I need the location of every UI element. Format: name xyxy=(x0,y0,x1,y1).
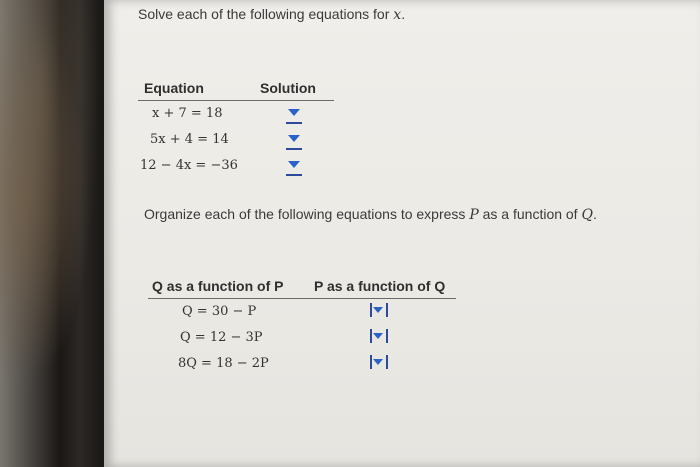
table-row xyxy=(148,299,456,325)
solution-header: Solution xyxy=(260,80,316,96)
section2-instruction xyxy=(144,206,597,223)
section2-instruction-var1: P xyxy=(469,207,479,223)
equation-cell: Q = 30 − P xyxy=(182,304,257,319)
section2-instruction-mid: as a function of xyxy=(482,206,578,222)
section2-instruction-end: . xyxy=(592,206,597,222)
p-of-q-dropdown[interactable] xyxy=(370,355,388,369)
section1-instruction-var: x xyxy=(393,7,402,23)
question-screen xyxy=(104,0,700,467)
express-table-header xyxy=(148,276,456,299)
p-of-q-dropdown[interactable] xyxy=(370,303,388,317)
equation-header: Equation xyxy=(144,80,204,96)
solution-dropdown[interactable] xyxy=(286,131,302,150)
table-row xyxy=(138,127,334,153)
p-of-q-dropdown[interactable] xyxy=(370,329,388,343)
section2-instruction-var2: Q xyxy=(581,207,593,223)
q-of-p-header: Q as a function of P xyxy=(152,278,284,294)
solve-equations-table xyxy=(138,78,334,179)
equation-cell: 12 − 4x = −36 xyxy=(140,158,238,173)
equation-cell: Q = 12 − 3P xyxy=(180,330,263,345)
section1-instruction-text: Solve each of the following equations for xyxy=(138,6,390,22)
solution-dropdown[interactable] xyxy=(286,157,302,176)
table-row xyxy=(148,351,456,377)
table-row xyxy=(148,325,456,351)
section1-instruction-end: . xyxy=(401,6,406,22)
equation-cell: 8Q = 18 − 2P xyxy=(178,356,269,371)
express-p-table xyxy=(148,276,456,377)
section2-instruction-text: Organize each of the following equations to express xyxy=(144,206,466,222)
table-row xyxy=(138,101,334,127)
solve-table-header xyxy=(138,78,334,101)
solution-dropdown[interactable] xyxy=(286,105,302,124)
section1-instruction xyxy=(138,6,405,23)
p-of-q-header: P as a function of Q xyxy=(314,278,446,294)
table-row xyxy=(138,153,334,179)
equation-cell: x + 7 = 18 xyxy=(152,106,223,121)
equation-cell: 5x + 4 = 14 xyxy=(150,132,229,147)
